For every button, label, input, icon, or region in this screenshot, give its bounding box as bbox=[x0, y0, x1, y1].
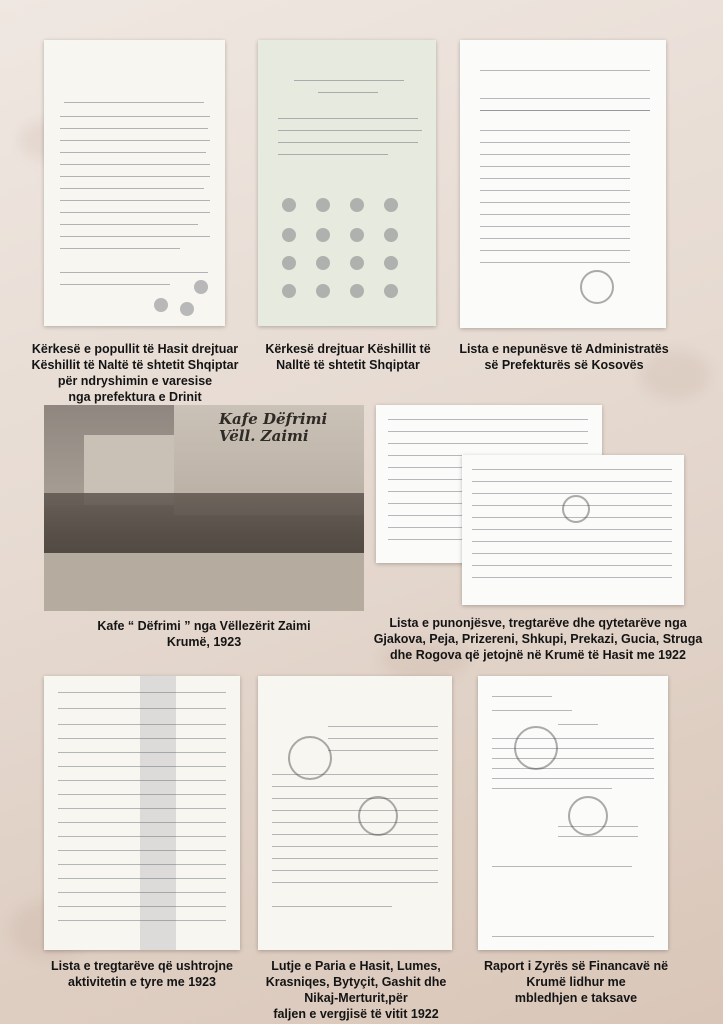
caption-request-chiefs: Lutje e Paria e Hasit, Lumes, Krasniqes, Bytyçit, Gashit dhe Nikaj-Merturit,për faljen e vergjisë të vitit 1922 bbox=[265, 959, 447, 1021]
photo-kafe-defrimi bbox=[44, 405, 364, 611]
cafe-sign: Kafe Dëfrimi Vëll. Zaimi bbox=[219, 410, 328, 445]
document-petition-hasi bbox=[44, 40, 225, 326]
caption-workers-list: Lista e punonjësve, tregtarëve dhe qytetarëve nga Gjakova, Peja, Prizereni, Shkupi, Prekazi, Gucia, Struga dhe Rogova që jetojnë në Krumë të Hasit me 1922 bbox=[373, 616, 703, 662]
caption-photo: Kafe “ Dëfrimi ” nga Vëllezërit Zaimi Krumë, 1923 bbox=[97, 619, 311, 649]
document-petition-council bbox=[258, 40, 436, 326]
caption-traders-list: Lista e tregtarëve që ushtrojne aktivitetin e tyre me 1923 bbox=[50, 959, 233, 989]
caption-petition-council: Kërkesë drejtuar Këshillit të Nalltë të shtetit Shqiptar bbox=[265, 342, 431, 372]
document-administration-list bbox=[460, 40, 666, 328]
document-traders-list bbox=[44, 676, 240, 950]
caption-petition-hasi: Kërkesë e popullit të Hasit drejtuar Këshillit të Naltë të shtetit Shqiptar për ndryshimin e varesise nga prefektura e Drinit bbox=[31, 342, 239, 404]
document-workers-list-2 bbox=[462, 455, 684, 605]
caption-finance-report: Raport i Zyrës së Financavë në Krumë lidhur me mbledhjen e taksave bbox=[483, 959, 669, 1005]
document-request-chiefs bbox=[258, 676, 452, 950]
caption-administration-list: Lista e nepunësve të Administratës së Prefekturës së Kosovës bbox=[459, 342, 669, 372]
document-finance-report bbox=[478, 676, 668, 950]
